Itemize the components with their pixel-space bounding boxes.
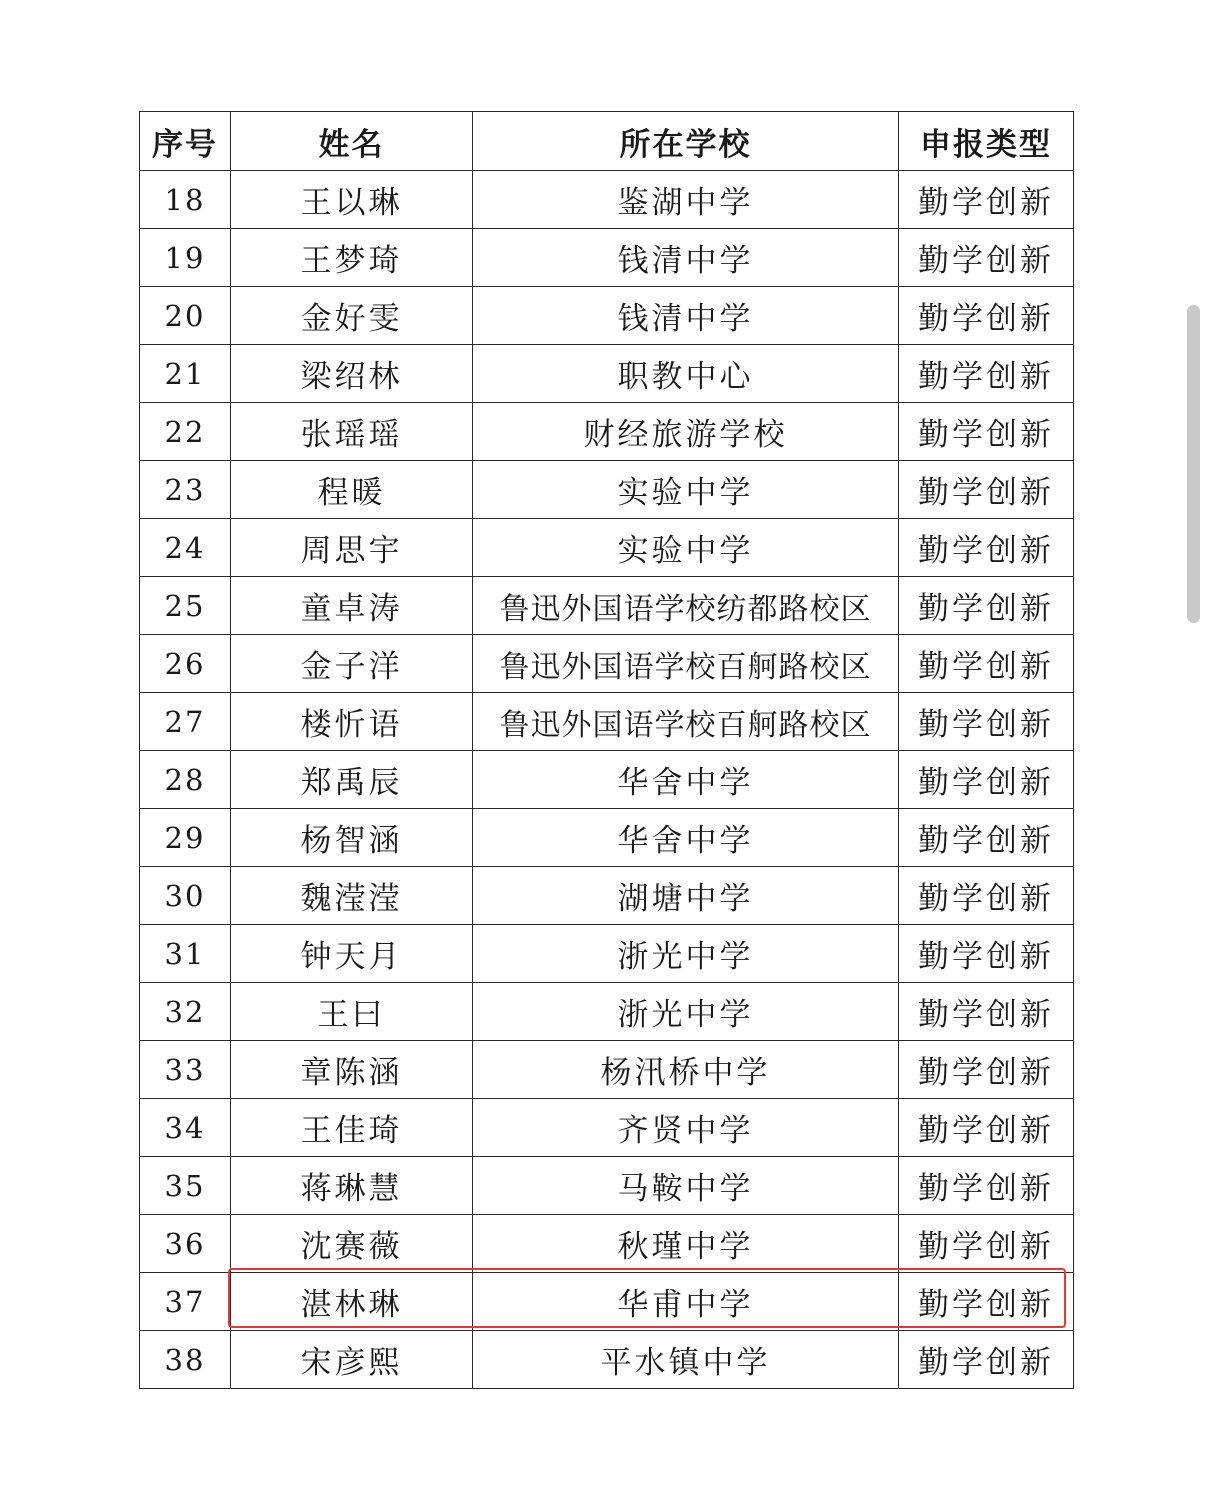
table-row: [140, 1099, 1074, 1157]
cell-name: 金好雯: [231, 287, 473, 345]
cell-school: 鲁迅外国语学校百舸路校区: [473, 635, 899, 693]
cell-school: 马鞍中学: [473, 1157, 899, 1215]
header-type: 申报类型: [899, 112, 1074, 171]
cell-school: 鲁迅外国语学校纺都路校区: [473, 577, 899, 635]
table-row: [140, 925, 1074, 983]
cell-seq: 18: [140, 171, 231, 229]
table-row: [140, 693, 1074, 751]
cell-school: 湖塘中学: [473, 867, 899, 925]
cell-seq: 21: [140, 345, 231, 403]
cell-type: 勤学创新: [899, 519, 1074, 577]
table-row: [140, 345, 1074, 403]
cell-name: 章陈涵: [231, 1041, 473, 1099]
cell-school: 齐贤中学: [473, 1099, 899, 1157]
cell-seq: 31: [140, 925, 231, 983]
cell-type: 勤学创新: [899, 461, 1074, 519]
table-header: [140, 112, 1074, 171]
cell-name: 王曰: [231, 983, 473, 1041]
table-row: [140, 577, 1074, 635]
cell-seq: 29: [140, 809, 231, 867]
cell-name: 金子洋: [231, 635, 473, 693]
table-row: [140, 519, 1074, 577]
cell-type: 勤学创新: [899, 1215, 1074, 1273]
cell-school: 钱清中学: [473, 229, 899, 287]
table-row: [140, 867, 1074, 925]
cell-seq: 38: [140, 1331, 231, 1389]
scrollbar-thumb[interactable]: [1187, 305, 1200, 623]
cell-seq: 35: [140, 1157, 231, 1215]
cell-seq: 33: [140, 1041, 231, 1099]
cell-seq: 30: [140, 867, 231, 925]
cell-type: 勤学创新: [899, 1273, 1074, 1331]
cell-seq: 27: [140, 693, 231, 751]
table-body: [140, 171, 1074, 1389]
cell-name: 梁绍林: [231, 345, 473, 403]
cell-name: 湛林琳: [231, 1273, 473, 1331]
cell-type: 勤学创新: [899, 1331, 1074, 1389]
cell-type: 勤学创新: [899, 809, 1074, 867]
cell-name: 张瑶瑶: [231, 403, 473, 461]
cell-name: 程暖: [231, 461, 473, 519]
cell-type: 勤学创新: [899, 867, 1074, 925]
cell-seq: 26: [140, 635, 231, 693]
cell-name: 魏滢滢: [231, 867, 473, 925]
cell-type: 勤学创新: [899, 1041, 1074, 1099]
cell-school: 实验中学: [473, 461, 899, 519]
cell-seq: 23: [140, 461, 231, 519]
cell-name: 楼忻语: [231, 693, 473, 751]
cell-name: 周思宇: [231, 519, 473, 577]
cell-school: 财经旅游学校: [473, 403, 899, 461]
cell-school: 华甫中学: [473, 1273, 899, 1331]
cell-seq: 22: [140, 403, 231, 461]
cell-seq: 28: [140, 751, 231, 809]
table-row: [140, 403, 1074, 461]
header-school: 所在学校: [473, 112, 899, 171]
cell-type: 勤学创新: [899, 1157, 1074, 1215]
cell-name: 童卓涛: [231, 577, 473, 635]
cell-school: 钱清中学: [473, 287, 899, 345]
table-row: [140, 751, 1074, 809]
table-row: [140, 635, 1074, 693]
table-row: [140, 287, 1074, 345]
cell-type: 勤学创新: [899, 403, 1074, 461]
cell-name: 蒋琳慧: [231, 1157, 473, 1215]
cell-type: 勤学创新: [899, 171, 1074, 229]
header-seq: 序号: [140, 112, 231, 171]
cell-type: 勤学创新: [899, 751, 1074, 809]
cell-school: 职教中心: [473, 345, 899, 403]
cell-type: 勤学创新: [899, 693, 1074, 751]
cell-school: 平水镇中学: [473, 1331, 899, 1389]
cell-school: 浙光中学: [473, 983, 899, 1041]
table-row: [140, 1331, 1074, 1389]
cell-school: 华舍中学: [473, 809, 899, 867]
cell-school: 浙光中学: [473, 925, 899, 983]
cell-name: 沈赛薇: [231, 1215, 473, 1273]
cell-seq: 34: [140, 1099, 231, 1157]
cell-type: 勤学创新: [899, 635, 1074, 693]
cell-type: 勤学创新: [899, 577, 1074, 635]
cell-school: 华舍中学: [473, 751, 899, 809]
table-row: [140, 229, 1074, 287]
cell-seq: 20: [140, 287, 231, 345]
table-row: [140, 171, 1074, 229]
award-list-table: [139, 111, 1074, 1389]
cell-seq: 19: [140, 229, 231, 287]
table-row: [140, 1157, 1074, 1215]
cell-seq: 36: [140, 1215, 231, 1273]
cell-school: 鲁迅外国语学校百舸路校区: [473, 693, 899, 751]
table-row: [140, 1041, 1074, 1099]
header-row: [140, 112, 1074, 171]
cell-type: 勤学创新: [899, 983, 1074, 1041]
cell-type: 勤学创新: [899, 1099, 1074, 1157]
cell-name: 郑禹辰: [231, 751, 473, 809]
table-row: [140, 983, 1074, 1041]
cell-type: 勤学创新: [899, 925, 1074, 983]
cell-school: 秋瑾中学: [473, 1215, 899, 1273]
cell-name: 王以琳: [231, 171, 473, 229]
cell-school: 杨汛桥中学: [473, 1041, 899, 1099]
cell-name: 宋彦熙: [231, 1331, 473, 1389]
table-row: [140, 1273, 1074, 1331]
cell-school: 鉴湖中学: [473, 171, 899, 229]
table-row: [140, 461, 1074, 519]
table-row: [140, 1215, 1074, 1273]
cell-seq: 32: [140, 983, 231, 1041]
cell-seq: 25: [140, 577, 231, 635]
header-name: 姓名: [231, 112, 473, 171]
cell-name: 王佳琦: [231, 1099, 473, 1157]
cell-school: 实验中学: [473, 519, 899, 577]
cell-seq: 37: [140, 1273, 231, 1331]
cell-name: 杨智涵: [231, 809, 473, 867]
cell-type: 勤学创新: [899, 229, 1074, 287]
cell-type: 勤学创新: [899, 345, 1074, 403]
cell-name: 王梦琦: [231, 229, 473, 287]
cell-name: 钟天月: [231, 925, 473, 983]
cell-type: 勤学创新: [899, 287, 1074, 345]
cell-seq: 24: [140, 519, 231, 577]
table-row: [140, 809, 1074, 867]
